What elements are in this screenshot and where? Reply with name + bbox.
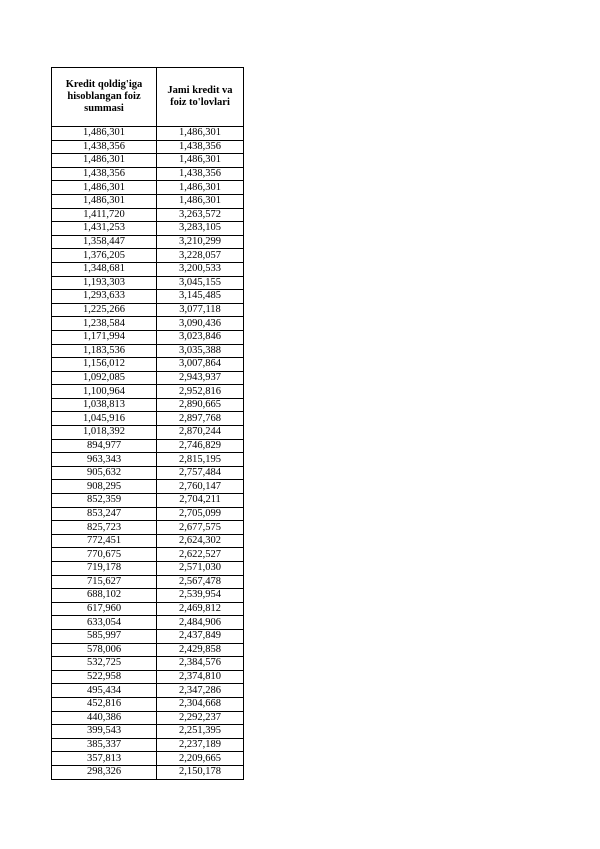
table-row	[52, 154, 244, 168]
header-interest-amount: Kredit qoldig'iga hisoblangan foiz summasi	[52, 68, 157, 127]
interest-amount-cell: 825,723	[52, 521, 157, 535]
table-row	[52, 330, 244, 344]
loan-payments-table	[51, 67, 244, 780]
interest-amount-cell: 688,102	[52, 589, 157, 603]
total-payment-cell: 2,292,237	[157, 711, 244, 725]
table-row	[52, 398, 244, 412]
header-total-payments: Jami kredit va foiz to'lovlari	[157, 68, 244, 127]
interest-amount-cell: 298,326	[52, 765, 157, 779]
interest-amount-cell: 1,193,303	[52, 276, 157, 290]
total-payment-cell: 2,870,244	[157, 426, 244, 440]
total-payment-cell: 3,145,485	[157, 290, 244, 304]
total-payment-cell: 2,897,768	[157, 412, 244, 426]
interest-amount-cell: 1,486,301	[52, 194, 157, 208]
table-row	[52, 765, 244, 779]
interest-amount-cell: 908,295	[52, 480, 157, 494]
interest-amount-cell: 853,247	[52, 507, 157, 521]
table-row	[52, 303, 244, 317]
table-row	[52, 181, 244, 195]
total-payment-cell: 3,035,388	[157, 344, 244, 358]
total-payment-cell: 3,077,118	[157, 303, 244, 317]
table-row	[52, 738, 244, 752]
total-payment-cell: 2,251,395	[157, 725, 244, 739]
interest-amount-cell: 633,054	[52, 616, 157, 630]
interest-amount-cell: 585,997	[52, 629, 157, 643]
table-row	[52, 629, 244, 643]
table-row	[52, 262, 244, 276]
table-row	[52, 711, 244, 725]
interest-amount-cell: 772,451	[52, 534, 157, 548]
table-row	[52, 589, 244, 603]
table-row	[52, 670, 244, 684]
interest-amount-cell: 1,092,085	[52, 371, 157, 385]
table-row	[52, 466, 244, 480]
interest-amount-cell: 1,238,584	[52, 317, 157, 331]
table-row	[52, 697, 244, 711]
total-payment-cell: 2,757,484	[157, 466, 244, 480]
total-payment-cell: 2,815,195	[157, 453, 244, 467]
table-body	[52, 127, 244, 780]
interest-amount-cell: 719,178	[52, 562, 157, 576]
interest-amount-cell: 1,183,536	[52, 344, 157, 358]
total-payment-cell: 1,486,301	[157, 127, 244, 141]
total-payment-cell: 3,283,105	[157, 222, 244, 236]
interest-amount-cell: 1,438,356	[52, 167, 157, 181]
total-payment-cell: 3,263,572	[157, 208, 244, 222]
table-row	[52, 358, 244, 372]
table-row	[52, 222, 244, 236]
interest-amount-cell: 770,675	[52, 548, 157, 562]
table-row	[52, 249, 244, 263]
total-payment-cell: 2,237,189	[157, 738, 244, 752]
table-row	[52, 344, 244, 358]
total-payment-cell: 2,374,810	[157, 670, 244, 684]
interest-amount-cell: 1,156,012	[52, 358, 157, 372]
total-payment-cell: 2,304,668	[157, 697, 244, 711]
total-payment-cell: 3,200,533	[157, 262, 244, 276]
total-payment-cell: 2,705,099	[157, 507, 244, 521]
total-payment-cell: 2,437,849	[157, 629, 244, 643]
table-row	[52, 494, 244, 508]
total-payment-cell: 2,384,576	[157, 657, 244, 671]
interest-amount-cell: 532,725	[52, 657, 157, 671]
total-payment-cell: 2,746,829	[157, 439, 244, 453]
table-row	[52, 127, 244, 141]
total-payment-cell: 1,486,301	[157, 181, 244, 195]
interest-amount-cell: 905,632	[52, 466, 157, 480]
total-payment-cell: 2,943,937	[157, 371, 244, 385]
total-payment-cell: 3,045,155	[157, 276, 244, 290]
total-payment-cell: 2,624,302	[157, 534, 244, 548]
table-row	[52, 208, 244, 222]
table-row	[52, 534, 244, 548]
total-payment-cell: 3,007,864	[157, 358, 244, 372]
interest-amount-cell: 1,486,301	[52, 127, 157, 141]
interest-amount-cell: 452,816	[52, 697, 157, 711]
total-payment-cell: 3,090,436	[157, 317, 244, 331]
table-row	[52, 725, 244, 739]
table-row	[52, 752, 244, 766]
interest-amount-cell: 963,343	[52, 453, 157, 467]
interest-amount-cell: 495,434	[52, 684, 157, 698]
table-row	[52, 684, 244, 698]
interest-amount-cell: 1,376,205	[52, 249, 157, 263]
total-payment-cell: 2,567,478	[157, 575, 244, 589]
total-payment-cell: 2,760,147	[157, 480, 244, 494]
total-payment-cell: 2,952,816	[157, 385, 244, 399]
interest-amount-cell: 1,348,681	[52, 262, 157, 276]
interest-amount-cell: 440,386	[52, 711, 157, 725]
table-row	[52, 426, 244, 440]
total-payment-cell: 3,228,057	[157, 249, 244, 263]
table-row	[52, 453, 244, 467]
total-payment-cell: 2,484,906	[157, 616, 244, 630]
table-row	[52, 235, 244, 249]
table-row	[52, 439, 244, 453]
total-payment-cell: 2,150,178	[157, 765, 244, 779]
total-payment-cell: 2,571,030	[157, 562, 244, 576]
total-payment-cell: 2,209,665	[157, 752, 244, 766]
table-row	[52, 412, 244, 426]
table-row	[52, 480, 244, 494]
table-row	[52, 643, 244, 657]
interest-amount-cell: 1,293,633	[52, 290, 157, 304]
total-payment-cell: 2,429,858	[157, 643, 244, 657]
interest-amount-cell: 522,958	[52, 670, 157, 684]
table-header-row	[52, 68, 244, 127]
table-row	[52, 317, 244, 331]
total-payment-cell: 3,210,299	[157, 235, 244, 249]
interest-amount-cell: 1,100,964	[52, 385, 157, 399]
table-row	[52, 140, 244, 154]
loan-schedule-sheet	[51, 67, 244, 780]
table-row	[52, 602, 244, 616]
interest-amount-cell: 852,359	[52, 494, 157, 508]
total-payment-cell: 2,469,812	[157, 602, 244, 616]
interest-amount-cell: 1,225,266	[52, 303, 157, 317]
table-row	[52, 194, 244, 208]
total-payment-cell: 1,438,356	[157, 140, 244, 154]
table-row	[52, 290, 244, 304]
interest-amount-cell: 578,006	[52, 643, 157, 657]
interest-amount-cell: 894,977	[52, 439, 157, 453]
total-payment-cell: 1,438,356	[157, 167, 244, 181]
interest-amount-cell: 1,486,301	[52, 181, 157, 195]
interest-amount-cell: 385,337	[52, 738, 157, 752]
table-row	[52, 385, 244, 399]
interest-amount-cell: 1,486,301	[52, 154, 157, 168]
table-row	[52, 507, 244, 521]
interest-amount-cell: 1,171,994	[52, 330, 157, 344]
interest-amount-cell: 1,045,916	[52, 412, 157, 426]
total-payment-cell: 2,622,527	[157, 548, 244, 562]
interest-amount-cell: 1,358,447	[52, 235, 157, 249]
total-payment-cell: 2,890,665	[157, 398, 244, 412]
table-row	[52, 371, 244, 385]
table-row	[52, 657, 244, 671]
total-payment-cell: 2,347,286	[157, 684, 244, 698]
interest-amount-cell: 357,813	[52, 752, 157, 766]
interest-amount-cell: 617,960	[52, 602, 157, 616]
total-payment-cell: 1,486,301	[157, 194, 244, 208]
interest-amount-cell: 1,018,392	[52, 426, 157, 440]
table-row	[52, 521, 244, 535]
total-payment-cell: 2,539,954	[157, 589, 244, 603]
table-row	[52, 548, 244, 562]
table-row	[52, 167, 244, 181]
interest-amount-cell: 1,438,356	[52, 140, 157, 154]
table-row	[52, 562, 244, 576]
interest-amount-cell: 1,431,253	[52, 222, 157, 236]
total-payment-cell: 2,677,575	[157, 521, 244, 535]
interest-amount-cell: 1,038,813	[52, 398, 157, 412]
interest-amount-cell: 1,411,720	[52, 208, 157, 222]
total-payment-cell: 3,023,846	[157, 330, 244, 344]
table-row	[52, 575, 244, 589]
interest-amount-cell: 399,543	[52, 725, 157, 739]
total-payment-cell: 1,486,301	[157, 154, 244, 168]
table-row	[52, 616, 244, 630]
total-payment-cell: 2,704,211	[157, 494, 244, 508]
table-row	[52, 276, 244, 290]
interest-amount-cell: 715,627	[52, 575, 157, 589]
